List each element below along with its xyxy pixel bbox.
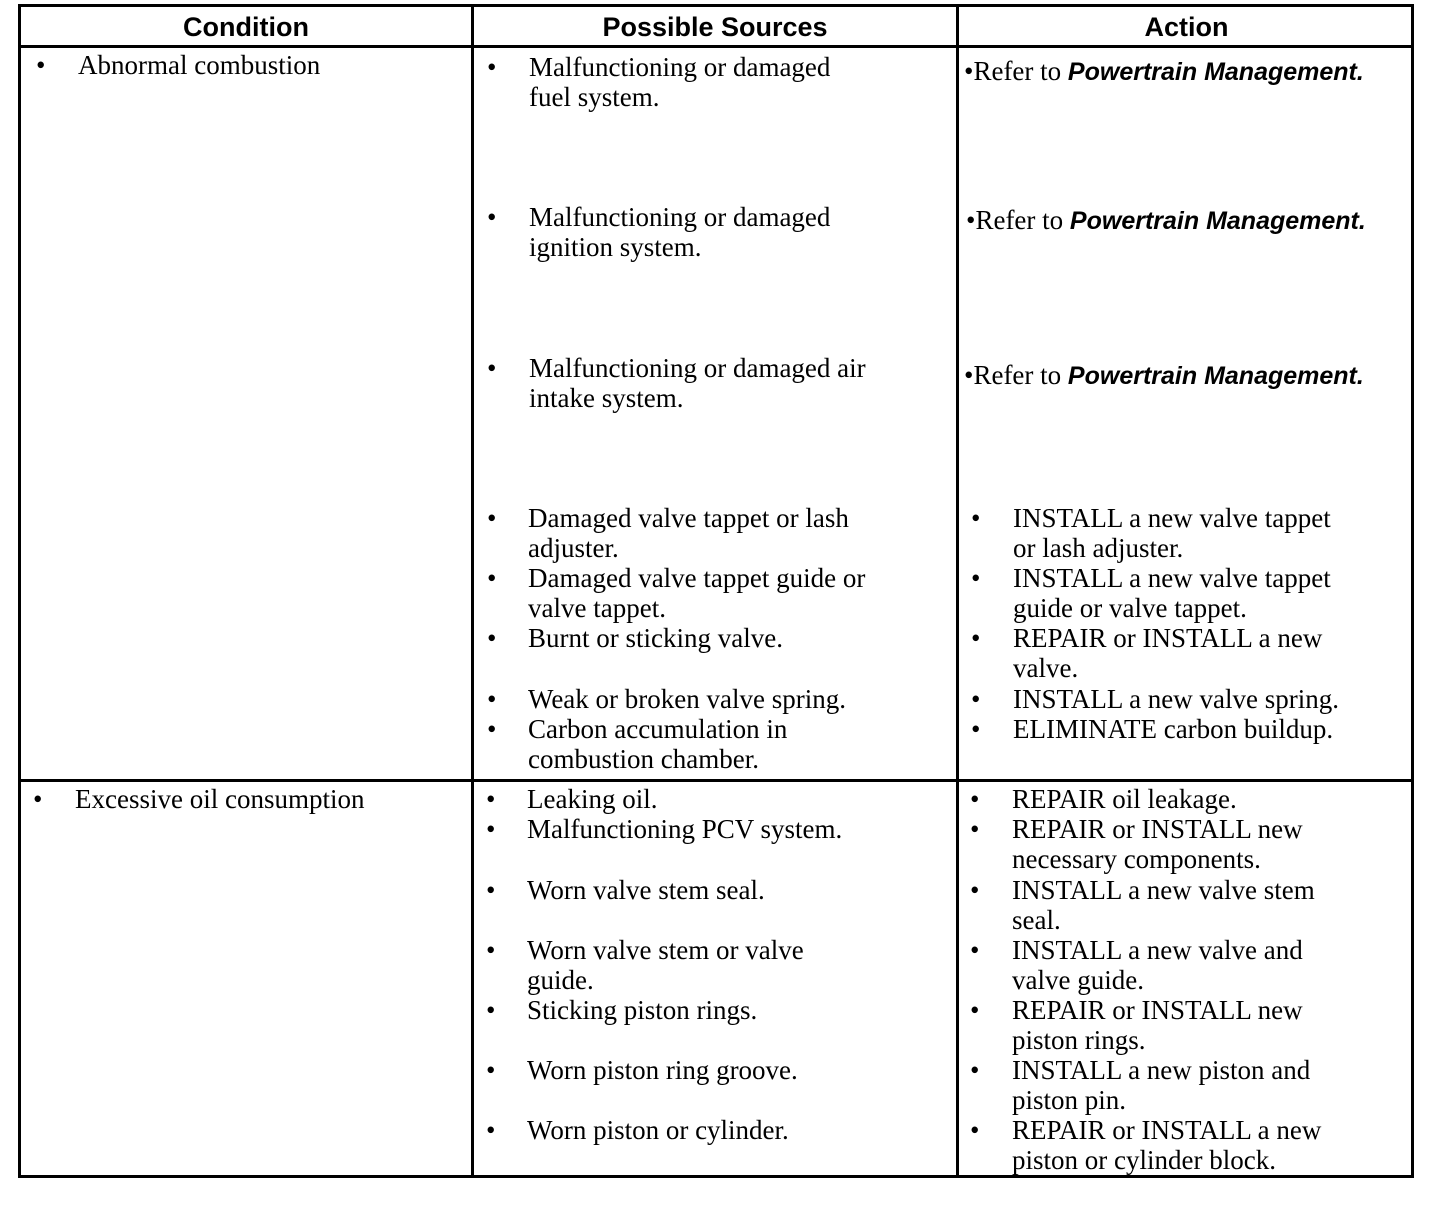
action-item-cont: piston pin. [1012,1085,1127,1115]
bullet: • [487,503,497,533]
source-item: Sticking piston rings. [527,995,758,1025]
source-item: Leaking oil. [527,784,658,814]
bullet: • [486,1055,496,1085]
source-item-cont: combustion chamber. [528,744,759,774]
refer-prefix: Refer to [975,205,1064,235]
bullet: • [970,935,980,965]
source-item-cont: valve tappet. [528,593,666,623]
action-item: INSTALL a new valve tappet [1013,503,1331,533]
source-item: Carbon accumulation in [528,714,788,744]
source-item: Damaged valve tappet guide or [528,563,866,593]
bullet: • [487,202,497,232]
refer-prefix: Refer to [973,56,1062,86]
action-item: INSTALL a new valve stem [1012,875,1315,905]
bullet: • [487,353,497,383]
action-item-cont: piston rings. [1012,1025,1146,1055]
bullet: • [964,56,974,86]
action-item-cont: necessary components. [1012,844,1261,874]
action-item: INSTALL a new piston and [1012,1055,1311,1085]
bullet: • [970,814,980,844]
bullet: • [486,784,496,814]
source-item-cont: ignition system. [529,232,702,262]
bullet: • [964,360,974,390]
source-item: Damaged valve tappet or lash [528,503,849,533]
action-item-cont: piston or cylinder block. [1012,1145,1276,1175]
action-item: REPAIR oil leakage. [1012,784,1237,814]
action-item: REPAIR or INSTALL new [1012,814,1303,844]
bullet: • [486,935,496,965]
action-item: INSTALL a new valve tappet [1013,563,1331,593]
bullet: • [971,714,981,744]
bullet: • [970,1115,980,1145]
refer-title: Powertrain Management. [1067,362,1364,390]
source-item-cont: guide. [527,965,594,995]
source-item-cont: adjuster. [528,533,619,563]
bullet: • [966,205,976,235]
bullet: • [971,563,981,593]
action-item-cont: seal. [1012,905,1061,935]
bullet: • [487,52,497,82]
header-condition: Condition [183,12,309,42]
bullet: • [970,1055,980,1085]
source-item: Malfunctioning or damaged air [529,353,866,383]
action-item: REPAIR or INSTALL new [1012,995,1303,1025]
bullet: • [487,714,497,744]
column-divider [956,7,959,1175]
refer-title: Powertrain Management. [1067,58,1364,86]
condition-excessive-oil-consumption: Excessive oil consumption [75,784,365,814]
source-item: Malfunctioning or damaged [529,202,831,232]
header-possible-sources: Possible Sources [602,12,828,42]
bullet: • [486,1115,496,1145]
source-item: Weak or broken valve spring. [528,684,846,714]
bullet: • [971,684,981,714]
bullet: • [487,623,497,653]
source-item: Burnt or sticking valve. [528,623,783,653]
bullet: • [487,684,497,714]
bullet: • [970,995,980,1025]
refer-powertrain-management [966,205,1366,236]
refer-prefix: Refer to [973,360,1062,390]
source-item: Worn valve stem or valve [527,935,804,965]
source-item: Worn piston ring groove. [527,1055,798,1085]
bullet: • [487,563,497,593]
bullet: • [970,784,980,814]
bullet: • [36,50,46,80]
action-item: INSTALL a new valve spring. [1013,684,1340,714]
action-item-cont: valve. [1013,653,1079,683]
source-item: Malfunctioning or damaged [529,52,831,82]
action-item-cont: valve guide. [1012,965,1144,995]
source-item: Worn piston or cylinder. [527,1115,789,1145]
action-item: ELIMINATE carbon buildup. [1013,714,1334,744]
refer-title: Powertrain Management. [1069,207,1366,235]
bullet: • [971,623,981,653]
action-item: INSTALL a new valve and [1012,935,1303,965]
row-divider [21,779,1411,782]
action-item-cont: guide or valve tappet. [1013,593,1247,623]
source-item: Malfunctioning PCV system. [527,814,843,844]
bullet: • [486,814,496,844]
source-item: Worn valve stem seal. [527,875,765,905]
bullet: • [486,995,496,1025]
bullet: • [33,784,43,814]
bullet: • [486,875,496,905]
bullet: • [971,503,981,533]
column-divider [471,7,474,1175]
refer-powertrain-management [964,56,1364,87]
bullet: • [970,875,980,905]
header-action: Action [1144,12,1229,42]
action-item-cont: or lash adjuster. [1013,533,1184,563]
source-item-cont: intake system. [529,383,684,413]
condition-abnormal-combustion: Abnormal combustion [78,50,321,80]
action-item: REPAIR or INSTALL a new [1013,623,1323,653]
action-item: REPAIR or INSTALL a new [1012,1115,1322,1145]
source-item-cont: fuel system. [529,82,660,112]
refer-powertrain-management [964,360,1364,391]
